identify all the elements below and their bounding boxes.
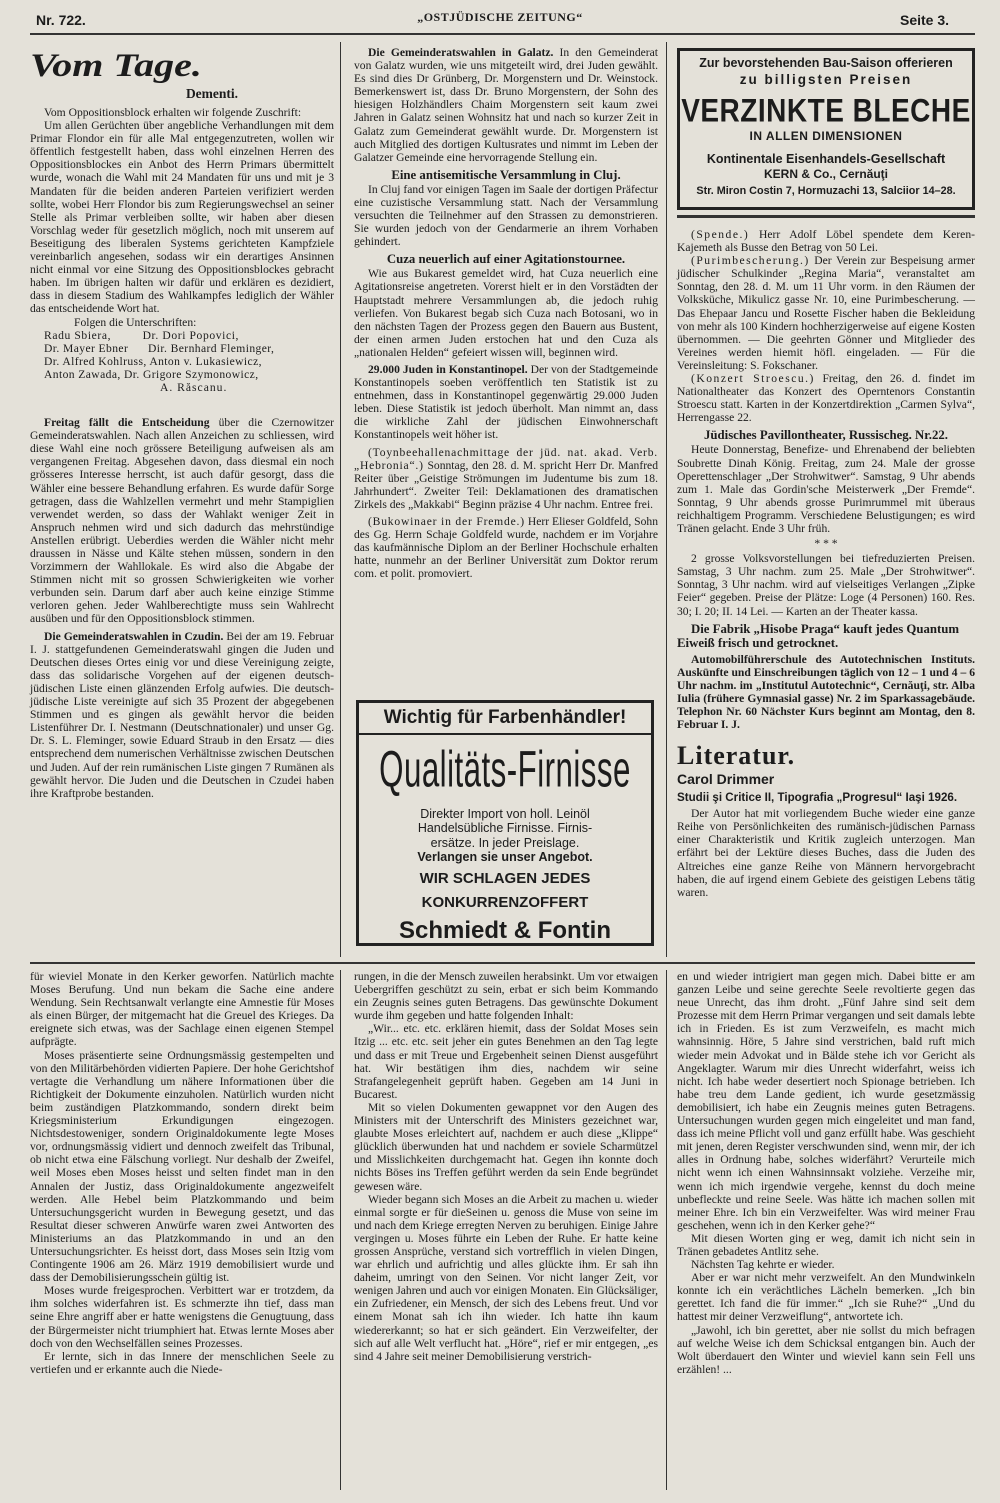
feuilleton-column-1: [30, 970, 334, 1490]
ad-firnisse-company: Schmiedt & Fontin: [399, 916, 611, 944]
czudin-text: Bei der am 19. Februar I. J. stattgefundenen Gemeinderatswahl gingen die Juden und Deutschen dieses Ortes einig vor und diese Vereinigung zeigte, dass das solidarische Vorgehen auf der eigenen deutsch-jüdischen Liste einen glänzenden Erfolg aufwies. Die deutsch-jüdische Liste vereinigte auf sich 35 Prozent der abgegebenen Stimmen und es gingen als gewählt hervor die beiden Listenführer Dr. I. Nestmann (Deutschnationaler) und unser Gg. Dr. S. L. Fleminger, sowie Eduard Straub in den Ersatz — dies entsprechend dem numerischen Verhältnisse zwischen Deutschen und Juden. Auf der rein rumänischen Liste gingen 7 Rumänen als gewählt hervor. Die Juden und die Deutschen in Czudei haben ihre Kraftprobe bestanden.: [30, 629, 334, 800]
ad-firnisse-title: Qualitäts-Firnisse: [379, 741, 631, 799]
ad-bleche-line1: Zur bevorstehenden Bau-Saison offerieren: [699, 56, 953, 70]
auto-text: Auskünfte und Einschreibungen täglich von 12 – 1 und 4 – 6 Uhr nachm. im „Institutul Autotechnic“, Cernăuţi, str. Alba Iulia (frühere Gymnasial gasse) Nr. 2 im Sparkassagebäude. Telephon Nr. 60 Nächster Kurs beginnt am Montag, den 8. Februar I. J.: [677, 665, 975, 732]
column-2: [354, 46, 659, 581]
ad-bleche-line2: zu billigsten Preisen: [739, 72, 913, 88]
pavillon-text: Heute Donnerstag, Benefize- und Ehrenabend der beliebten Soubrette Dinah König. Freitag, zum 24. Male der grosse Operettenschlager „Der Strohwitwer“. Samstag, 9 Uhr abends zum 1. Male das Gordin'sche Meisterwerk „Der Fremde“. Sonntag, 9 Uhr abends grosse Purimrummel mit überaus reichhaltigem Programm. Verschiedene Belustigungen; es wird Tränen gelacht. Ende 3 Uhr früh.: [677, 443, 975, 535]
feuilleton-paragraph: Mit diesen Worten ging er weg, damit ich nicht sein in Tränen gebadetes Antlitz sehe.: [677, 1231, 975, 1258]
cluj-text: In Cluj fand vor einigen Tagen im Saale der dortigen Präfectur eine cuzistische Versammlung statt. Nach der Versammlung versuchten die Teilnehmer auf den Strassen zu demonstrieren. Sie wurden jedoch von der Gendarmerie an ihrem Vorhaben gehindert.: [354, 182, 659, 249]
firnisse-advertisement: [356, 700, 654, 946]
feuilleton-divider-1: [340, 970, 341, 1490]
feuilleton-divider-2: [666, 970, 667, 1490]
signature-line: A. Răscanu.: [160, 380, 228, 394]
ad-firnisse-line5: WIR SCHLAGEN JEDES KONKURRENZOFFERT: [419, 869, 591, 911]
feuilleton-paragraph: „Wir... etc. etc. erklären hiemit, dass der Soldat Moses sein Itzig ... etc. etc. seit jeher ein gutes Benehmen an den Tag legte und dass er mit Treue und Ergebenheit seinen Dienst ausgeführt hat. Wir bestätigen ihm dies, nachdem wir seine Strafangelegenheit geprüft haben. Gegeben am 14 Juni in Bucarest.: [354, 1022, 658, 1101]
cuza-text: Wie aus Bukarest gemeldet wird, hat Cuza neuerlich eine Agitationsreise angetreten. Vorerst hielt er in den Vorstädten der Hauptstadt mehrere Versammlungen ab, die jedoch ruhig verliefen. Von Bukarest begab sich Cuza nach Botosani, wo in den nächsten Tagen der Prozess gegen den Bauern aus Bustent, der einen armen Juden erstochen hat und den Cuza als „nationalen Helden“ gefeiert wissen will, beginnen wird.: [354, 267, 658, 359]
feuilleton-rule: [30, 962, 975, 964]
czudin-paragraph: [30, 630, 334, 800]
feuilleton-paragraph: Aber er war nicht mehr verzweifelt. An den Mundwinkeln konnte ich ein verächtliches Lächeln bemerken. „Ich bin gerettet. Ich fand die für immer.“ „Ich sie Ruhe?“ „Und du hattest mir deiner Verzweiflung“, antwortete ich.: [677, 1271, 975, 1324]
feuilleton-paragraph: Mit so vielen Dokumenten gewappnet vor den Augen des Ministers mit der Unterschrift des Ministers gezeichnet war, glaubte Moses erleichtert auf, nachdem er auch diese „Klippe“ glücklich überwunden hat und nachdem er soviele Scharmützel und Misslichkeiten durchgemacht hat. Gegen ihn konnte doch nichts Böses ins Treffen geführt werden da sein Ende begründet gewesen wäre.: [354, 1100, 658, 1193]
toynbee-lead: (Toynbeehallenachmittage der jüd. nat. akad. Verb. „Hebronia“.): [354, 445, 658, 472]
column-divider-1: [340, 42, 341, 957]
toynbee-text: Sonntag, den 28. d. M. spricht Herr Dr. Manfred Reiter über „Geistige Strömungen im Judentume bis zum 18. Jahrhundert“. Zweiter Teil: Deklamationen des dramatischen Zirkels des „Makkabi“ Beginn präzise 4 Uhr nachm. Entree frei.: [354, 458, 658, 511]
konstantinopel-paragraph: [354, 363, 658, 442]
czudin-heading: Die Gemeinderatswahlen in Czudin.: [44, 629, 224, 643]
ad-bleche-dims: IN ALLEN DIMENSIONEN: [749, 128, 903, 143]
signature-block: [30, 329, 334, 394]
feuilleton-paragraph: für wieviel Monate in den Kerker geworfen. Natürlich machte Moses Berufung. Und nun bekam die Sache eine andere Wendung. Sein Rechtsanwalt verlangte eine Amnestie für Moses als einen Bürger, der mitgemacht hat die Greuel des Krieges. Da ereignete sich etwas, was der Sachlage einen eigenen Stempel aufprägte.: [30, 970, 334, 1049]
freitag-paragraph: [30, 416, 334, 626]
konstantinopel-text: Der von der Stadtgemeinde Konstantinopels soeben veröffentlich ten Statistik ist zu entnehmen, dass in Konstantinopel gegenwärtig 29.000 Juden leben. Diese Statistik ist jedoch überholt. Man nimmt an, dass die wirkliche Zahl der jüdischen Einwohnerschaft Konstantinopels weit höher ist.: [354, 362, 658, 442]
masthead: „OSTJÜDISCHE ZEITUNG“: [417, 10, 583, 24]
dementi-intro: Vom Oppositionsblock erhalten wir folgende Zuschrift:: [44, 106, 302, 119]
header-rule: [30, 33, 975, 35]
column-3: [677, 228, 975, 958]
dementi-heading: Dementi.: [185, 86, 239, 101]
feuilleton-column-3: [677, 970, 975, 1490]
freitag-text: über die Czernowitzer Gemeinderatswahlen. Nach allen Anzeichen zu schliessen, wird diese Wahl eine noch grössere Beteiligung aufweisen als am vergangenen Freitag. Abgesehen davon, dass diesmal ein noch grösseres Interesse herrscht, ist auch dafür gesorgt, dass die Wähler eine bessere Behandlung erfahren. Es wurde dafür Sorge getragen, dass die Wahlzellen vermehrt und mehr Stampiglien verwendet werden, so dass der Wahlakt weniger Zeit in Anspruch nehmen wird und sich dadurch das mehrstündige Anstellen erübrigt. Ueberdies werden die Wähler nicht mehr draussen in Nässe und Kälte stehen müssen, sondern in den Vorzimmern der Wahllokale. Es wird also die Abgabe der Stimmen nicht mit so grossen Schwierigkeiten wie vorher verbunden sein. Darum darf aber auch keine einzige Stimme verloren gehen. Jeder Wahlberechtigte muss sein Wahlrecht ausüben und für den Oppositionsblock stimmen.: [30, 416, 334, 626]
spende-paragraph: [677, 228, 975, 254]
signature-line: Anton Zawada, Dr. Grigore Szymonowicz,: [44, 367, 259, 381]
bukowina-lead: (Bukowinaer in der Fremde.): [368, 515, 525, 528]
feuilleton-paragraph: rungen, in die der Mensch zuweilen herabsinkt. Um vor etwaigen Uebergriffen geschützt zu sein, erbat er sich beim Kommando ein Zeugnis seines guten Betragens. Das gewünschte Dokument wurde ihm gegeben und hatte folgenden Inhalt:: [354, 970, 658, 1023]
literatur-book: Studii şi Critice II, Tipografia „Progresul“ Iaşi 1926.: [677, 791, 958, 805]
ad-bleche-address: Str. Miron Costin 7, Hormuzachi 13, Salciior 14–28.: [696, 184, 956, 197]
literatur-text: Der Autor hat mit vorliegendem Buche wieder eine ganze Reihe von Persönlichkeiten des rumänisch-jüdischen Parnass einer Charakteristik und Kritik zugleich unterzogen. Man erfährt bei der Lektüre dieses Buches, dass die Juden des Altreiches eine ganze Reihe von Männern hervorgebracht haben, die auf irgend einem Gebiete des geistigen Lebens tätig waren.: [677, 807, 975, 899]
galatz-paragraph: [354, 46, 658, 164]
purim-text: Der Verein zur Bespeisung armer jüdischer Schulkinder „Regina Maria“, veranstaltet am Sonntag, den 28. d. M. um 11 Uhr vorm. in den Räumen der Volksküche, Mikulicz gasse Nr. 10, eine Purimbescherung. — Das Ehepaar Jancu und Rosette Fischer haben die Bekleidung von mehr als 100 Kindern hochherzigerweise auf eigene Kosten übernommen. — Die geehrten Gönner und Mitglieder des Vereines werden hiemit höfl. eingeladen. — Für die Vereinsleitung: S. Fokschaner.: [677, 254, 975, 372]
feuilleton-paragraph: Moses wurde freigesprochen. Verbittert war er trotzdem, da ihm solches widerfahren ist. Es schmerzte ihn tief, dass man seine Ehre angriff aber er hatte wenigstens die Genugtuung, dass der Bürgermeister nicht triumphiert hat. Etwas lernte Moses aber doch von den Wechselfällen seines Prozesses.: [30, 1284, 334, 1350]
cuza-heading: Cuza neuerlich auf einer Agitationstournee.: [386, 252, 626, 267]
signature-line: Dr. Alfred Kohlruss, Anton v. Lukasiewicz,: [44, 354, 262, 368]
spende-text: Herr Adolf Löbel spendete dem Keren-Kajemeth als Busse den Betrag von 50 Lei.: [677, 228, 975, 255]
bukowina-paragraph: [354, 515, 658, 580]
bleche-advertisement: [677, 48, 975, 210]
dementi-text: Um allen Gerüchten über angebliche Verhandlungen mit dem Primar Flondor ein für alle Mal entgegenzutreten, wollen wir öffentlich festgestellt haben, dass wohl einzelnen Herren des Oppositionsblockes ein Anbot des Herrn Primars übermittelt wurde, wonach die Wahl mit 24 Mandaten für uns und mit je 3 Mandaten für die beiden anderen Parteien verifiziert werden sollte, wobei Herr Flondor bis zum Regierungswechsel an seiner Stelle als Primar verbleiben sollte, wir haben aber diesen Vorschlag weder für gesetzlich möglich, noch mit unserem auf Beseitigung des liberalen Systems gerichteten Kampfziele vereinbarlich angesehen, sodass wir ein derartiges Ansinnen nicht einmal vor eine Sitzung des Oppositionsblockes gebracht haben. Im übrigen halten wir dafür und erklären es dezidiert, dass in diesem Stadium des Wahlkampfes lediglich der Wähler das entscheidende Wort hat.: [30, 119, 334, 316]
ad-firnisse-header: Wichtig für Farbenhändler!: [359, 703, 651, 735]
feuilleton-column-2: [354, 970, 658, 1490]
galatz-heading: Die Gemeinderatswahlen in Galatz.: [368, 46, 554, 59]
literatur-author: Carol Drimmer: [677, 771, 775, 788]
feuilleton-paragraph: Moses präsentierte seine Ordnungsmässig gestempelten und von den Militärbehörden vidierten Papiere. Der hohe Gerichtshof vertagte die Verhandlung um nähere Informationen über die Richtigkeit der Dokumente einzuholen. Natürlich wurden nicht beim zuständigen Platzkommando, sondern direkt beim Kriegsministerium Erkundigungen eingezogen. Nichtsdestoweniger, sondern Originaldokumente legte Moses vor, ordnungsmässig vidiert und dennoch zweifelt das Tribunal, ob nicht etwa eine Fälschung vorliegt. Nur deshalb der Zweifel, weil Moses eben Moses heisst und selten findet man in den Annalen der Justiz, dass Originaldokumente angezweifelt werden. Alle Hebel beim Platzkommando und beim Untersuchungsgericht wurden in Bewegung gesetzt, und das Resultat dieser schweren Anwürfe waren zwei Antworten des Ministeriums an das Platzkommando in und an den Untersuchungsrichter. Es heisst dort, dass Moses sein Itzig vom Contingente 1906 am 26. März 1919 demobilisiert wurde und dass der Demobilisierungsschein gültig ist.: [30, 1048, 334, 1285]
literatur-title: Literatur.: [677, 741, 796, 771]
column-1: [30, 48, 334, 958]
freitag-lead: Freitag fällt die Entscheidung: [44, 416, 210, 430]
volksvorstellungen-text: 2 grosse Volksvorstellungen bei tiefreduzierten Preisen. Samstag, 3 Uhr nachm. zum 25. Male „Der Strohwitwer“. Sonntag, 3 Uhr nachm. wird auf vielseitiges Verlangen „Zipke Feier“ gegeben. Preise der Plätze: Loge (4 Personen) 160. Res. 30; I. 20; II. 14 Lei. — Karten an der Theater kassa.: [677, 552, 975, 618]
ad-bleche-title: VERZINKTE BLECHE: [681, 92, 971, 129]
konzert-paragraph: [677, 372, 975, 424]
signatures-intro: Folgen die Unterschriften:: [74, 315, 197, 329]
hisobe-notice: Die Fabrik „Hisobe Praga“ kauft jedes Quantum Eiweiß frisch und getrocknet.: [677, 621, 960, 650]
pavillon-heading: Jüdisches Pavillontheater, Russischeg. Nr.22.: [704, 428, 948, 443]
ad-firnisse-line1: Direkter Import von holl. Leinöl: [420, 807, 590, 821]
purim-paragraph: [677, 254, 975, 372]
purim-lead: (Purimbescherung.): [691, 254, 810, 268]
ad-bleche-firm: KERN & Co., Cernăuţi: [763, 167, 888, 182]
cluj-heading: Eine antisemitische Versammlung in Cluj.: [391, 167, 621, 182]
auto-paragraph: [677, 653, 975, 732]
konzert-lead: (Konzert Stroescu.): [691, 372, 815, 386]
signature-line: Radu Sbiera, Dr. Dori Popovici,: [44, 328, 240, 342]
galatz-text: In den Gemeinderat von Galatz wurden, wie uns mitgeteilt wird, drei Juden gewählt. Es sind dies Dr Grünberg, Dr. Morgenstern und Dr. Weinstock. Bemerkenswert ist, dass Dr. Bruno Morgenstern, der Sohn des hiesigen Holzhändlers Chaim Morgenstern seit kaum zwei Jahren in Galatz seinen Wohnsitz hat und nach so kurzer Zeit in Galatz zum Gemeinderat gewählt wurde. Dr. Morgenstern ist auch Mitglied des dortigen Kultusrates und nimmt im Leben der Galatzer Gemeinde eine hervorragende Stellung ein.: [354, 46, 658, 164]
konstantinopel-heading: 29.000 Juden in Konstantinopel.: [368, 362, 528, 376]
feuilleton-paragraph: „Jawohl, ich bin gerettet, aber nie sollst du mich befragen auf welche Weise ich dem Schicksal entgangen bin. Auch der Wolt überdauert den Winter und wieviel kann sein Fell uns erzählen! ...: [677, 1323, 975, 1376]
ad-firnisse-line2: Handelsübliche Firnisse. Firnis-: [417, 821, 593, 836]
issue-number: Nr. 722.: [36, 12, 86, 28]
feuilleton-paragraph: en und wieder intrigiert man gegen mich. Dabei bitte er am ganzen Leibe und seine gerechte Seele revoltierte gegen das neue Unrecht, das ihm droht. „Fünf Jahre sind seit dem Prozesse mit dem Herrn Primar vergangen und seit damals lebte ich in Frieden. Es ist zum Verzweifeln, es macht mich wahnsinnig. Höre, 5 Jahre sind verstrichen, bald ruft mich wieder mein Advokat und in Bälde stehe ich vor Gericht als Angeklagter. Warum mir dies Unrecht widerfahrt, weiss ich nicht. Ich habe weder desertiert noch Spionage betrieben. Ich habe treu dem Lande gedient, ich wurde gesetzmässig demobilisiert, ich habe ein Zeugnis meines guten Betragens. Untersuchungen wurden gegen mich eingeleitet und man fand, dass ich meine Pflicht voll und ganz erfüllt habe. Was geschieht mit jenen, deren Register verschwunden sind, wenn mir, der ich alles in Ordnung habe, solches widerfährt? Verurteile mich nicht wenn ich einen Wahnsinnsakt volziehe. Verzeihe mir, wenn ich mich irgendwie vergehe, kennst du doch meine unbefleckte und reine Seele. Was hätte ich machen sollen mit meiner Ehre. Ich bin ein Verzweifelter. Was wird meiner Frau geschehen, wenn ich in den Kerker gehe?“: [677, 970, 975, 1232]
feuilleton-paragraph: Wieder begann sich Moses an die Arbeit zu machen u. wieder einmal sorgte er für dieSeinen u. genoss die Muse von seine im und nach dem Kriege erregten Nerven zu beruhigen. Einige Jahre vergingen u. Moses führte ein Leben der Ruhe. Er hatte keine grossen Ansprüche, verstand sich vortrefflich in vielen Dingen, war ehrlich und aufrichtig und alles glückte ihm. Er sah ihn daheim, umringt von den Seinen. Vor nicht langer Zeit, vor wenigen Jahren und auch vor einigen Monaten. Ein Glücksäliger, ein Zufriedener, ein Mensch, der sich des Lebens freut. Und vor einem Monat sah ich ihn wieder. Ich hatte ihn kaum wiedererkannt; so hat er sich geändert. Ein Verzweifelter, der sich auf alle Welt verflucht hat. „Höre“, rief er mir entgegen, „es sind 4 Jahre seit meiner Demobilisierung verstrich-: [354, 1192, 658, 1363]
auto-heading: Automobilführerschule des Autotechnischen Instituts.: [691, 652, 975, 666]
column-divider-2: [666, 42, 667, 957]
separator-stars: * * *: [814, 537, 838, 551]
ad-firnisse-line4: Verlangen sie unser Angebot.: [417, 850, 593, 865]
feuilleton-paragraph: Nächsten Tag kehrte er wieder.: [691, 1258, 835, 1272]
feuilleton-paragraph: Er lernte, sich in das Innere der menschlichen Seele zu vertiefen und er erkannte auch die Niede-: [30, 1349, 334, 1376]
spende-lead: (Spende.): [691, 228, 750, 241]
bleche-ad-double-rule: [677, 215, 975, 218]
section-title: Vom Tage.: [30, 46, 202, 84]
ad-bleche-company: Kontinentale Eisenhandels-Gesellschaft: [706, 151, 946, 166]
toynbee-paragraph: [354, 446, 658, 511]
signature-line: Dr. Mayer Ebner Dir. Bernhard Fleminger,: [44, 341, 275, 355]
ad-firnisse-line3: ersätze. In jeder Preislage.: [430, 835, 580, 850]
konzert-text: Freitag, den 26. d. findet im Nationaltheater das Konzert des Operntenors Constantin Stroescu statt. Karten in der Konzertdirektion „Carmen Sylva“, Herrengasse 22.: [677, 372, 975, 425]
bukowina-text: Herr Elieser Goldfeld, Sohn des Gg. Herrn Schaje Goldfeld wurde, nachdem er im Vorjahre das kaufmännische Diplom an der Berliner Hochschule erhalten hatte, nunmehr an der Berliner Universität zum Doktor rerum com. et polit. promoviert.: [354, 515, 658, 581]
page-number: Seite 3.: [900, 12, 950, 28]
